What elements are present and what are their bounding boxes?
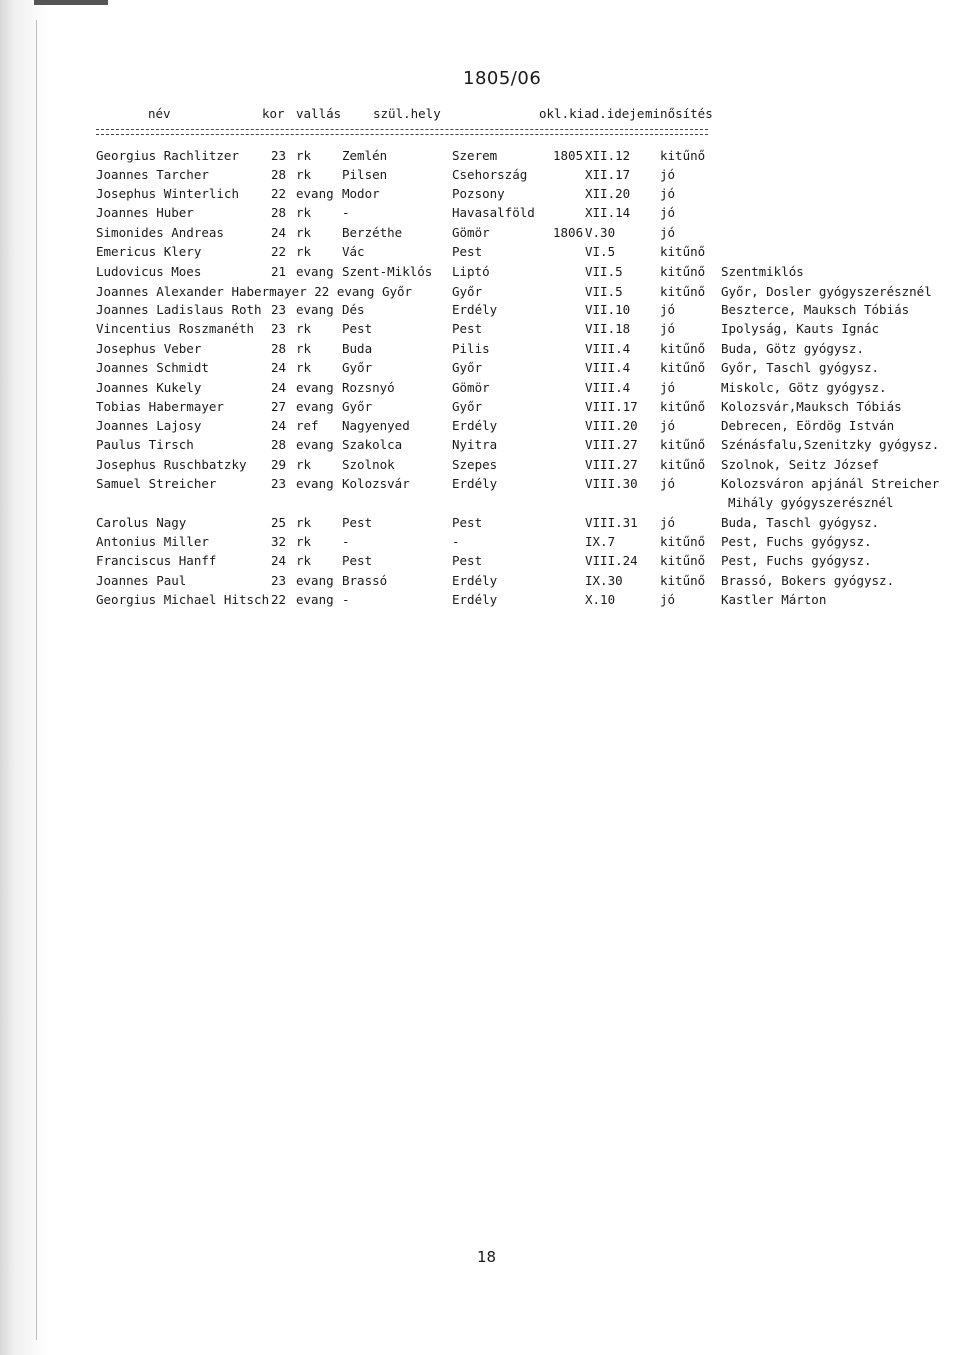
cell-town: Pest bbox=[342, 553, 373, 568]
cell-date: VIII.31 bbox=[585, 515, 638, 530]
cell-region: - bbox=[452, 534, 460, 549]
cell-grade: jó bbox=[660, 167, 676, 182]
cell-note: Szolnok, Seitz József bbox=[721, 457, 880, 472]
cell-note: Debrecen, Eördög István bbox=[721, 418, 895, 433]
cell-grade: jó bbox=[660, 321, 676, 336]
cell-town: Szolnok bbox=[342, 457, 395, 472]
cell-name: Tobias Habermayer bbox=[96, 399, 224, 414]
cell-religion: rk bbox=[296, 341, 312, 356]
cell-town: Dés bbox=[342, 302, 365, 317]
cell-note: Győr, Dosler gyógyszerésznél bbox=[721, 284, 932, 299]
cell-religion: rk bbox=[296, 167, 312, 182]
header-birthplace: szül.hely bbox=[373, 106, 441, 121]
page-number: 18 bbox=[477, 1248, 497, 1266]
cell-date: V.30 bbox=[585, 225, 616, 240]
cell-town: Buda bbox=[342, 341, 373, 356]
cell-name: Joannes Alexander Habermayer 22 evang Győr bbox=[96, 284, 413, 299]
cell-town: Pilsen bbox=[342, 167, 388, 182]
table-row bbox=[0, 284, 960, 303]
cell-date: VII.5 bbox=[585, 284, 623, 299]
cell-town: Győr bbox=[342, 360, 373, 375]
cell-town: - bbox=[342, 205, 350, 220]
cell-town: Szakolca bbox=[342, 437, 403, 452]
cell-region: Szerem bbox=[452, 148, 498, 163]
cell-age: 24 bbox=[271, 225, 287, 240]
cell-name: Antonius Miller bbox=[96, 534, 209, 549]
cell-name: Georgius Rachlitzer bbox=[96, 148, 239, 163]
cell-age: 24 bbox=[271, 553, 287, 568]
cell-name: Joannes Lajosy bbox=[96, 418, 202, 433]
cell-grade: kitűnő bbox=[660, 264, 706, 279]
cell-town: Nagyenyed bbox=[342, 418, 410, 433]
cell-religion: evang bbox=[296, 573, 334, 588]
cell-region: Erdély bbox=[452, 302, 498, 317]
cell-grade: jó bbox=[660, 186, 676, 201]
header-issue-date: okl.kiad.ideje bbox=[539, 106, 645, 121]
cell-name: Simonides Andreas bbox=[96, 225, 224, 240]
cell-religion: evang bbox=[296, 380, 334, 395]
cell-region: Gömör bbox=[452, 380, 490, 395]
cell-date: VIII.20 bbox=[585, 418, 638, 433]
cell-date: X.10 bbox=[585, 592, 616, 607]
cell-region: Pest bbox=[452, 244, 483, 259]
cell-note: Győr, Taschl gyógysz. bbox=[721, 360, 880, 375]
cell-region: Csehország bbox=[452, 167, 528, 182]
cell-name: Joannes Tarcher bbox=[96, 167, 209, 182]
cell-age: 24 bbox=[271, 380, 287, 395]
table-row bbox=[0, 341, 960, 360]
header-rule-top bbox=[96, 129, 708, 130]
header-religion: vallás bbox=[296, 106, 342, 121]
cell-note: Buda, Götz gyógysz. bbox=[721, 341, 864, 356]
table-row bbox=[0, 534, 960, 553]
table-row bbox=[0, 205, 960, 224]
cell-grade: kitűnő bbox=[660, 360, 706, 375]
cell-note: Szentmiklós bbox=[721, 264, 804, 279]
cell-region: Győr bbox=[452, 360, 483, 375]
cell-age: 21 bbox=[271, 264, 287, 279]
cell-religion: rk bbox=[296, 553, 312, 568]
cell-name: Joannes Ladislaus Roth bbox=[96, 302, 262, 317]
cell-religion: rk bbox=[296, 244, 312, 259]
cell-town: Rozsnyó bbox=[342, 380, 395, 395]
table-row bbox=[0, 380, 960, 399]
cell-date: IX.30 bbox=[585, 573, 623, 588]
cell-religion: evang bbox=[296, 592, 334, 607]
cell-age: 22 bbox=[271, 592, 287, 607]
table-row bbox=[0, 186, 960, 205]
cell-grade: kitűnő bbox=[660, 284, 706, 299]
cell-town: Brassó bbox=[342, 573, 388, 588]
cell-region: Havasalföld bbox=[452, 205, 535, 220]
cell-grade: kitűnő bbox=[660, 553, 706, 568]
cell-grade: kitűnő bbox=[660, 534, 706, 549]
cell-date: XII.20 bbox=[585, 186, 631, 201]
table-row bbox=[0, 553, 960, 572]
cell-region: Pozsony bbox=[452, 186, 505, 201]
cell-religion: evang bbox=[296, 302, 334, 317]
cell-note: Brassó, Bokers gyógysz. bbox=[721, 573, 895, 588]
table-row bbox=[0, 321, 960, 340]
cell-year: 1806 bbox=[553, 225, 584, 240]
cell-date: VIII.4 bbox=[585, 360, 631, 375]
cell-age: 27 bbox=[271, 399, 287, 414]
cell-note: Kastler Márton bbox=[721, 592, 827, 607]
cell-grade: jó bbox=[660, 225, 676, 240]
cell-region: Pest bbox=[452, 515, 483, 530]
cell-religion: rk bbox=[296, 148, 312, 163]
cell-town: - bbox=[342, 534, 350, 549]
cell-grade: jó bbox=[660, 515, 676, 530]
cell-grade: jó bbox=[660, 380, 676, 395]
header-rule-bottom bbox=[96, 134, 708, 135]
table-row bbox=[0, 302, 960, 321]
cell-region: Szepes bbox=[452, 457, 498, 472]
cell-region: Erdély bbox=[452, 573, 498, 588]
cell-date: VI.5 bbox=[585, 244, 616, 259]
cell-name: Josephus Winterlich bbox=[96, 186, 239, 201]
cell-age: 24 bbox=[271, 360, 287, 375]
table-row bbox=[0, 515, 960, 534]
table-row bbox=[0, 399, 960, 418]
cell-religion: evang bbox=[296, 437, 334, 452]
cell-religion: rk bbox=[296, 457, 312, 472]
cell-religion: evang bbox=[296, 264, 334, 279]
cell-name: Joannes Kukely bbox=[96, 380, 202, 395]
cell-grade: kitűnő bbox=[660, 573, 706, 588]
table-row bbox=[0, 167, 960, 186]
cell-religion: evang bbox=[296, 476, 334, 491]
cell-town: Győr bbox=[342, 399, 373, 414]
cell-age: 23 bbox=[271, 476, 287, 491]
cell-grade: jó bbox=[660, 592, 676, 607]
cell-date: VIII.4 bbox=[585, 380, 631, 395]
cell-date: VIII.27 bbox=[585, 457, 638, 472]
cell-date: VIII.27 bbox=[585, 437, 638, 452]
scan-mark bbox=[34, 0, 108, 5]
header-name: név bbox=[148, 106, 171, 121]
cell-age: 22 bbox=[271, 186, 287, 201]
cell-name: Josephus Ruschbatzky bbox=[96, 457, 247, 472]
cell-grade: kitűnő bbox=[660, 437, 706, 452]
cell-name: Josephus Veber bbox=[96, 341, 202, 356]
cell-date: XII.12 bbox=[585, 148, 631, 163]
cell-name: Georgius Michael Hitsch bbox=[96, 592, 270, 607]
cell-region: Pest bbox=[452, 321, 483, 336]
cell-region: Erdély bbox=[452, 592, 498, 607]
table-row bbox=[0, 573, 960, 592]
cell-date: VII.5 bbox=[585, 264, 623, 279]
cell-name: Joannes Schmidt bbox=[96, 360, 209, 375]
cell-religion: evang bbox=[296, 399, 334, 414]
cell-name: Ludovicus Moes bbox=[96, 264, 202, 279]
cell-town: Kolozsvár bbox=[342, 476, 410, 491]
cell-grade: kitűnő bbox=[660, 244, 706, 259]
cell-date: VII.10 bbox=[585, 302, 631, 317]
cell-town: Berzéthe bbox=[342, 225, 403, 240]
cell-date: VIII.17 bbox=[585, 399, 638, 414]
cell-town: Vác bbox=[342, 244, 365, 259]
cell-region: Erdély bbox=[452, 418, 498, 433]
table-row bbox=[0, 476, 960, 510]
cell-note: Szénásfalu,Szenitzky gyógysz. bbox=[721, 437, 940, 452]
cell-age: 23 bbox=[271, 148, 287, 163]
table-row bbox=[0, 592, 960, 611]
cell-age: 23 bbox=[271, 321, 287, 336]
cell-date: VII.18 bbox=[585, 321, 631, 336]
header-rating: minősítés bbox=[645, 106, 713, 121]
cell-age: 28 bbox=[271, 341, 287, 356]
cell-grade: jó bbox=[660, 302, 676, 317]
cell-town: Pest bbox=[342, 515, 373, 530]
cell-note: Pest, Fuchs gyógysz. bbox=[721, 553, 872, 568]
cell-age: 23 bbox=[271, 573, 287, 588]
cell-note: Beszterce, Mauksch Tóbiás bbox=[721, 302, 910, 317]
cell-date: IX.7 bbox=[585, 534, 616, 549]
cell-date: XII.17 bbox=[585, 167, 631, 182]
cell-religion: rk bbox=[296, 225, 312, 240]
cell-town: Zemlén bbox=[342, 148, 388, 163]
cell-region: Gömör bbox=[452, 225, 490, 240]
cell-grade: jó bbox=[660, 418, 676, 433]
cell-age: 28 bbox=[271, 437, 287, 452]
cell-age: 22 bbox=[271, 244, 287, 259]
cell-region: Liptó bbox=[452, 264, 490, 279]
cell-religion: rk bbox=[296, 205, 312, 220]
cell-name: Franciscus Hanff bbox=[96, 553, 217, 568]
cell-religion: rk bbox=[296, 534, 312, 549]
cell-grade: kitűnő bbox=[660, 341, 706, 356]
cell-note: Ipolyság, Kauts Ignác bbox=[721, 321, 880, 336]
cell-religion: evang bbox=[296, 186, 334, 201]
cell-region: Pilis bbox=[452, 341, 490, 356]
cell-note: Pest, Fuchs gyógysz. bbox=[721, 534, 872, 549]
cell-religion: ref bbox=[296, 418, 319, 433]
table-row bbox=[0, 457, 960, 476]
cell-note: Miskolc, Götz gyógysz. bbox=[721, 380, 887, 395]
cell-age: 29 bbox=[271, 457, 287, 472]
cell-note-continuation: Mihály gyógyszerésznél bbox=[728, 495, 894, 510]
cell-town: Szent-Miklós bbox=[342, 264, 433, 279]
cell-grade: jó bbox=[660, 476, 676, 491]
cell-age: 32 bbox=[271, 534, 287, 549]
cell-town: Modor bbox=[342, 186, 380, 201]
cell-note: Kolozsvár,Mauksch Tóbiás bbox=[721, 399, 902, 414]
cell-year: 1805 bbox=[553, 148, 584, 163]
cell-age: 28 bbox=[271, 167, 287, 182]
cell-town: Pest bbox=[342, 321, 373, 336]
cell-date: VIII.24 bbox=[585, 553, 638, 568]
cell-grade: kitűnő bbox=[660, 457, 706, 472]
page-title: 1805/06 bbox=[463, 68, 542, 89]
table-row bbox=[0, 360, 960, 379]
table-row bbox=[0, 244, 960, 263]
header-age: kor bbox=[262, 106, 285, 121]
cell-region: Győr bbox=[452, 284, 483, 299]
cell-age: 24 bbox=[271, 418, 287, 433]
cell-date: XII.14 bbox=[585, 205, 631, 220]
cell-note: Buda, Taschl gyógysz. bbox=[721, 515, 880, 530]
cell-note: Kolozsváron apjánál Streicher bbox=[721, 476, 940, 491]
cell-name: Vincentius Roszmanéth bbox=[96, 321, 255, 336]
cell-name: Carolus Nagy bbox=[96, 515, 187, 530]
cell-age: 23 bbox=[271, 302, 287, 317]
cell-grade: kitűnő bbox=[660, 399, 706, 414]
cell-name: Joannes Paul bbox=[96, 573, 187, 588]
cell-name: Paulus Tirsch bbox=[96, 437, 194, 452]
cell-region: Pest bbox=[452, 553, 483, 568]
cell-town: - bbox=[342, 592, 350, 607]
table-row bbox=[0, 418, 960, 437]
cell-religion: rk bbox=[296, 515, 312, 530]
cell-religion: rk bbox=[296, 360, 312, 375]
table-row bbox=[0, 148, 960, 167]
cell-region: Győr bbox=[452, 399, 483, 414]
cell-region: Nyitra bbox=[452, 437, 498, 452]
cell-grade: kitűnő bbox=[660, 148, 706, 163]
cell-date: VIII.4 bbox=[585, 341, 631, 356]
cell-grade: jó bbox=[660, 205, 676, 220]
table-row bbox=[0, 264, 960, 283]
cell-name: Emericus Klery bbox=[96, 244, 202, 259]
cell-name: Samuel Streicher bbox=[96, 476, 217, 491]
cell-age: 25 bbox=[271, 515, 287, 530]
table-row bbox=[0, 437, 960, 456]
cell-age: 28 bbox=[271, 205, 287, 220]
cell-region: Erdély bbox=[452, 476, 498, 491]
table-row bbox=[0, 225, 960, 244]
cell-religion: rk bbox=[296, 321, 312, 336]
cell-name: Joannes Huber bbox=[96, 205, 194, 220]
cell-date: VIII.30 bbox=[585, 476, 638, 491]
